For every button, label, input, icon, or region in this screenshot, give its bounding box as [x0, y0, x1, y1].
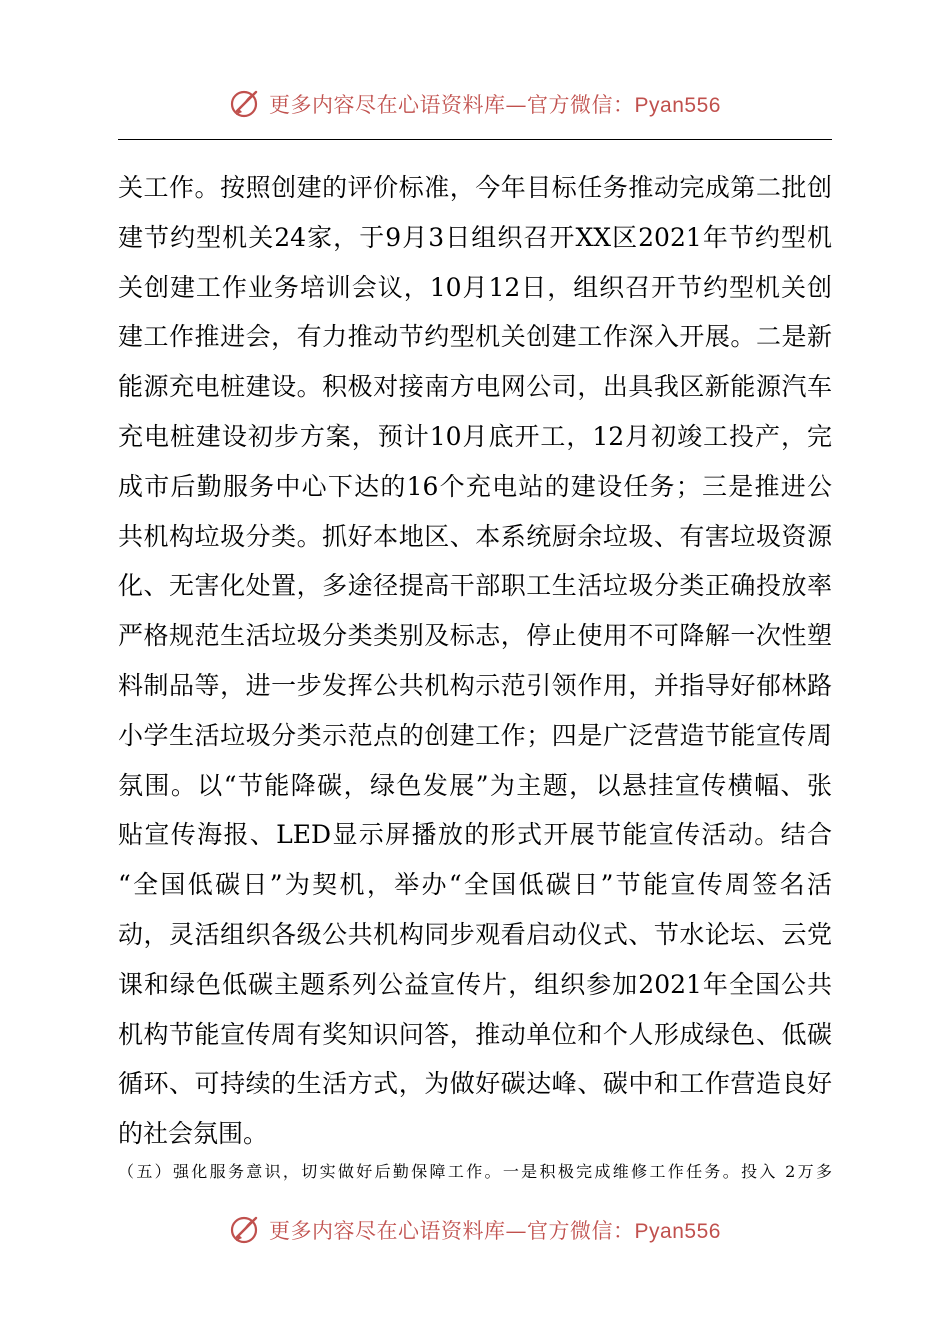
- footer-banner-handle: Pyan556: [634, 1220, 721, 1243]
- body-line: 关工作。按照创建的评价标准，今年目标任务推动完成第二批创: [118, 173, 832, 202]
- body-line: 化、无害化处置，多途径提高干部职工生活垃圾分类正确投放率: [118, 571, 832, 601]
- body-line: 机构节能宣传周有奖知识问答，推动单位和个人形成绿色、低碳: [118, 1019, 832, 1049]
- header-banner: [0, 84, 950, 124]
- document-body: [118, 163, 832, 1159]
- body-line: 小学生活垃圾分类示范点的创建工作；四是广泛营造节能宣传周: [118, 720, 832, 750]
- body-line: 课和绿色低碳主题系列公益宣传片，组织参加2021年全国公共: [118, 969, 832, 999]
- body-line: 成市后勤服务中心下达的16个充电站的建设任务；三是推进公: [118, 471, 832, 501]
- body-line: 氛围。以“节能降碳，绿色发展”为主题，以悬挂宣传横幅、张: [118, 770, 832, 800]
- body-line: 建节约型机关24家，于9月3日组织召开XX区2021年节约型机: [118, 222, 832, 252]
- header-banner-label: 更多内容尽在心语资料库—官方微信：: [269, 93, 635, 117]
- body-line: 的社会氛围。: [118, 1119, 269, 1149]
- body-line: 动，灵活组织各级公共机构同步观看启动仪式、节水论坛、云党: [118, 919, 832, 949]
- section-five-heading-line: （五）强化服务意识，切实做好后勤保障工作。一是积极完成维修工作任务。投入 2万多: [118, 1162, 832, 1181]
- body-line: 贴宣传海报、LED显示屏播放的形式开展节能宣传活动。结合: [118, 820, 832, 850]
- body-line: 循环、可持续的生活方式，为做好碳达峰、碳中和工作营造良好: [118, 1069, 832, 1099]
- footer-banner-label: 更多内容尽在心语资料库—官方微信：: [269, 1219, 635, 1243]
- header-banner-handle: Pyan556: [634, 94, 721, 117]
- footer-banner: [0, 1210, 950, 1250]
- body-line: 料制品等，进一步发挥公共机构示范引领作用，并指导好郁林路: [118, 670, 832, 700]
- body-line: 共机构垃圾分类。抓好本地区、本系统厨余垃圾、有害垃圾资源: [118, 521, 832, 551]
- header-banner-text: [269, 89, 721, 119]
- body-line: “全国低碳日”为契机，举办“全国低碳日”节能宣传周签名活: [118, 870, 832, 900]
- quill-pen-logo-icon: [229, 87, 263, 121]
- footer-banner-text: [269, 1215, 721, 1245]
- body-line: 严格规范生活垃圾分类类别及标志，停止使用不可降解一次性塑: [118, 621, 832, 651]
- body-line: 能源充电桩建设。积极对接南方电网公司，出具我区新能源汽车: [118, 372, 832, 402]
- body-line: 关创建工作业务培训会议，10月12日，组织召开节约型机关创: [118, 272, 832, 302]
- body-line: 充电桩建设初步方案，预计10月底开工，12月初竣工投产，完: [118, 421, 832, 451]
- quill-pen-logo-icon: [229, 1213, 263, 1247]
- header-divider: [118, 139, 832, 140]
- body-line: 建工作推进会，有力推动节约型机关创建工作深入开展。二是新: [118, 322, 832, 352]
